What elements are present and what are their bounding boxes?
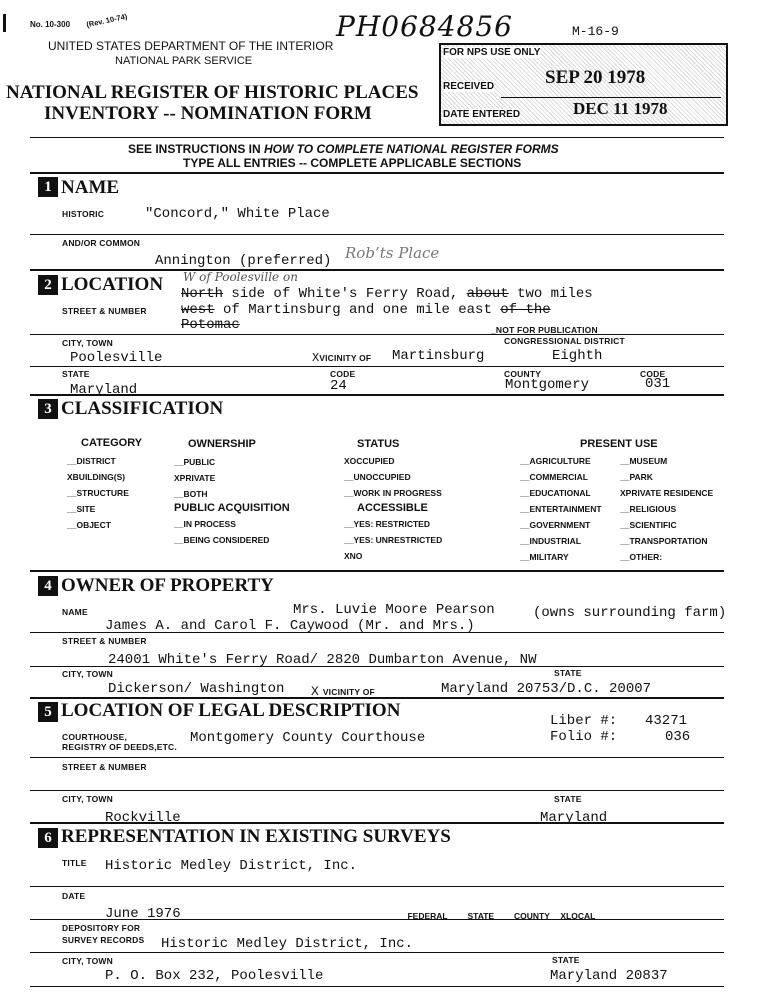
category-list [67, 456, 129, 536]
received-line [501, 97, 721, 98]
location-state-label: STATE [62, 369, 90, 379]
location-line3: Potomac [181, 317, 240, 333]
owner-street: 24001 White's Ferry Road/ 2820 Dumbarton Avenue, NW [108, 652, 537, 668]
section1-number: 1 [38, 177, 58, 197]
public-acquisition-list [174, 519, 269, 551]
owner-name-primary: Mrs. Luvie Moore Pearson [293, 602, 495, 618]
survey-title-label: TITLE [62, 858, 87, 868]
accessible-unrestricted: __YES: UNRESTRICTED [344, 535, 443, 545]
status-work-in-progress: __WORK IN PROGRESS [344, 488, 442, 498]
owner-state-label: STATE [554, 668, 582, 678]
ownership-public: __PUBLIC [174, 457, 216, 467]
historic-name: "Concord," White Place [145, 206, 330, 222]
instructions-line1: SEE INSTRUCTIONS IN HOW TO COMPLETE NATIONAL REGISTER FORMS [128, 142, 559, 156]
received-stamp: SEP 20 1978 [545, 67, 646, 88]
owner-name-rule [30, 632, 724, 633]
owner-city-label: CITY, TOWN [62, 669, 113, 679]
location-code2: 031 [645, 376, 671, 392]
common-name: Annington (preferred) [155, 253, 332, 269]
section5-number: 5 [38, 702, 58, 722]
use-military: __MILITARY [520, 552, 569, 562]
public-acquisition-header: PUBLIC ACQUISITION [174, 502, 290, 514]
section1-title: NAME [61, 177, 120, 198]
legal-city-label: CITY, TOWN [62, 794, 113, 804]
district-label: CONGRESSIONAL DISTRICT [504, 336, 625, 346]
use-agriculture: __AGRICULTURE [520, 456, 591, 466]
status-list [344, 456, 442, 504]
legal-city: Rockville [105, 810, 181, 826]
ownership-both: __BOTH [174, 489, 208, 499]
category-site: __SITE [67, 504, 96, 514]
section2-title: LOCATION [61, 274, 164, 295]
ownership-private: XPRIVATE [174, 473, 216, 483]
section1-top-rule [30, 172, 724, 174]
legal-state-label: STATE [554, 794, 582, 804]
acq-being-considered: __BEING CONSIDERED [174, 535, 270, 545]
category-header: CATEGORY [81, 437, 143, 449]
historic-label: HISTORIC [62, 209, 105, 219]
use-educational: __EDUCATIONAL [520, 488, 591, 498]
section6-title: REPRESENTATION IN EXISTING SURVEYS [61, 826, 451, 847]
form-number: No. 10-300 [30, 20, 71, 29]
section4-title: OWNER OF PROPERTY [61, 575, 274, 596]
accessible-list [344, 519, 442, 567]
location-vicinity: XVICINITY OF [312, 351, 372, 365]
category-object: __OBJECT [67, 520, 111, 530]
survey-state-label: STATE [552, 955, 580, 965]
location-county-label: COUNTY [504, 369, 542, 379]
instructions-line2: TYPE ALL ENTRIES -- COMPLETE APPLICABLE SECTIONS [183, 156, 522, 170]
section3-top-rule [30, 394, 724, 396]
location-line1: North side of White's Ferry Road, about two miles [181, 286, 593, 302]
liber-value: 43271 [645, 713, 688, 729]
section5-top-rule [30, 697, 724, 699]
location-handwritten: W of Poolesville on [183, 270, 298, 284]
location-street-rule [30, 334, 724, 335]
accessible-header: ACCESSIBLE [357, 502, 428, 514]
location-street-label: STREET & NUMBER [62, 306, 147, 316]
header-divider [30, 137, 724, 138]
nps-received-label: RECEIVED [443, 81, 495, 92]
section6-top-rule [30, 822, 724, 824]
section4-top-rule [30, 570, 724, 572]
status-unoccupied: __UNOCCUPIED [344, 472, 411, 482]
survey-state: Maryland 20837 [550, 968, 668, 984]
form-title: NATIONAL REGISTER OF HISTORIC PLACES [6, 82, 419, 103]
entered-stamp: DEC 11 1978 [573, 99, 668, 118]
location-state: Maryland [70, 382, 138, 398]
use-industrial: __INDUSTRIAL [520, 536, 581, 546]
registry-label: REGISTRY OF DEEDS,ETC. [62, 742, 177, 752]
section3-number: 3 [38, 399, 58, 419]
owner-vicinity: XVICINITY OF [311, 684, 375, 699]
use-entertainment: __ENTERTAINMENT [520, 504, 602, 514]
status-header: STATUS [357, 438, 400, 450]
location-code-label: CODE [330, 369, 356, 379]
survey-date: June 1976 [105, 906, 181, 922]
courthouse-label: COURTHOUSE, [62, 732, 128, 742]
section4-number: 4 [38, 576, 58, 596]
owner-state: Maryland 20753/D.C. 20007 [441, 681, 652, 697]
nps-use-box [439, 43, 728, 126]
historic-rule [30, 234, 724, 235]
acq-in-process: __IN PROCESS [174, 519, 236, 529]
survey-title: Historic Medley District, Inc. [105, 858, 358, 874]
survey-date-label: DATE [62, 891, 86, 901]
section2-top-rule [30, 269, 724, 271]
form-subtitle: INVENTORY -- NOMINATION FORM [44, 103, 372, 124]
category-building: XBUILDING(S) [67, 472, 126, 482]
present-use-header: PRESENT USE [580, 438, 658, 450]
use-museum: __MUSEUM [620, 456, 668, 466]
use-transportation: __TRANSPORTATION [620, 536, 708, 546]
location-city: Poolesville [70, 350, 163, 366]
ownership-list [174, 457, 215, 505]
folio-label: Folio #: [550, 729, 618, 745]
liber-label: Liber #: [550, 713, 618, 729]
courthouse-rule [30, 757, 724, 758]
owner-city: Dickerson/ Washington [108, 681, 285, 697]
common-label: AND/OR COMMON [62, 238, 141, 248]
folio-value: 036 [665, 729, 691, 745]
category-district: __DISTRICT [67, 456, 116, 466]
location-city-label: CITY, TOWN [62, 338, 113, 348]
owner-name-note: (owns surrounding farm) [533, 605, 727, 621]
location-county: Montgomery [505, 377, 590, 393]
section2-number: 2 [38, 275, 58, 295]
section5-title: LOCATION OF LEGAL DESCRIPTION [61, 700, 401, 721]
site-code: M-16-9 [572, 24, 619, 39]
survey-city: P. O. Box 232, Poolesville [105, 968, 324, 984]
survey-level: __FEDERAL __STATE __COUNTY XLOCAL [398, 911, 596, 921]
location-city-rule [30, 366, 724, 367]
use-other: __OTHER: [620, 552, 663, 562]
nps-heading: FOR NPS USE ONLY [443, 47, 541, 58]
accessible-restricted: __YES: RESTRICTED [344, 519, 430, 529]
common-handwritten: Rob’ts Place [345, 244, 440, 262]
depository-label: DEPOSITORY FOR [62, 923, 141, 933]
survey-title-rule [30, 886, 724, 887]
handwritten-file-number: PH0684856 [336, 10, 513, 43]
vicinity-town: Martinsburg [392, 348, 485, 364]
survey-records-label: SURVEY RECORDS [62, 935, 145, 945]
nps-entered-label: DATE ENTERED [443, 109, 521, 120]
legal-street-label: STREET & NUMBER [62, 762, 147, 772]
present-use-col1 [520, 456, 602, 568]
not-for-publication: _NOT FOR PUBLICATION [491, 325, 598, 335]
use-private-residence: XPRIVATE RESIDENCE [620, 488, 714, 498]
legal-state: Maryland [540, 810, 608, 826]
use-religious: __RELIGIOUS [620, 504, 677, 514]
location-code: 24 [330, 378, 347, 394]
survey-date-rule [30, 919, 724, 920]
location-line2: west of Martinsburg and one mile east of the [181, 302, 551, 318]
use-scientific: __SCIENTIFIC [620, 520, 677, 530]
form-revision: (Rev. 10-74) [85, 11, 129, 30]
use-government: __GOVERNMENT [520, 520, 591, 530]
ownership-header: OWNERSHIP [188, 438, 256, 450]
survey-city-rule [30, 986, 724, 987]
section6-number: 6 [38, 828, 58, 848]
district-value: Eighth [552, 348, 603, 364]
corner-mark [3, 14, 6, 32]
depository-value: Historic Medley District, Inc. [161, 936, 414, 952]
owner-street-rule [30, 666, 724, 667]
use-park: __PARK [620, 472, 653, 482]
present-use-col2 [620, 456, 713, 568]
depository-rule [30, 952, 724, 953]
use-commercial: __COMMERCIAL [520, 472, 589, 482]
courthouse-value: Montgomery County Courthouse [190, 730, 426, 746]
section3-title: CLASSIFICATION [61, 398, 224, 419]
category-structure: __STRUCTURE [67, 488, 129, 498]
location-code2-label: CODE [640, 369, 666, 379]
owner-name-secondary: James A. and Carol F. Caywood (Mr. and Mrs.) [105, 618, 475, 634]
legal-street-rule [30, 790, 724, 791]
agency-department: UNITED STATES DEPARTMENT OF THE INTERIOR [48, 39, 334, 53]
owner-street-label: STREET & NUMBER [62, 636, 147, 646]
accessible-no: XNO [344, 551, 363, 561]
agency-service: NATIONAL PARK SERVICE [115, 55, 253, 67]
status-occupied: XOCCUPIED [344, 456, 395, 466]
survey-city-label: CITY, TOWN [62, 956, 113, 966]
owner-name-label: NAME [62, 607, 88, 617]
